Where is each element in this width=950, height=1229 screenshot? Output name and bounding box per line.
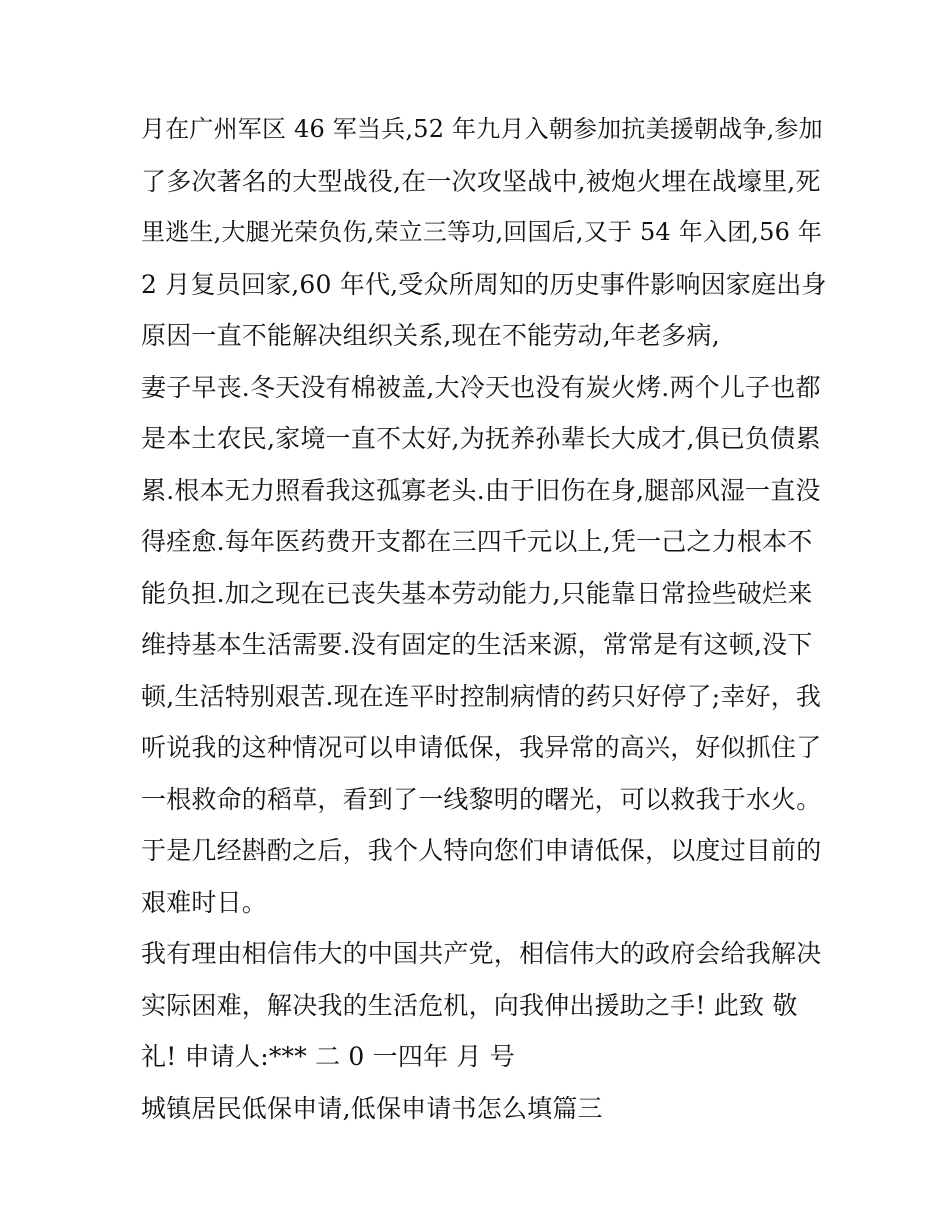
text-line-12: 顿,生活特别艰苦.现在连平时控制病情的药只好停了;幸好，我: [141, 681, 822, 711]
text-line-1: 月在广州军区 46 军当兵,52 年九月入朝参加抗美援朝战争,参加: [141, 115, 823, 143]
text-line-7: 是本土农民,家境一直不太好,为抚养孙辈长大成才,俱已负债累: [141, 424, 821, 453]
text-line-19: 礼! 申请人:*** 二 0 一四年 月 号: [141, 1042, 515, 1071]
section-heading: 城镇居民低保申请,低保申请书怎么填篇三: [141, 1093, 603, 1123]
text-line-13: 听说我的这种情况可以申请低保，我异常的高兴，好似抓住了: [141, 733, 822, 762]
document-body: [141, 104, 831, 1134]
text-line-17: 我有理由相信伟大的中国共产党，相信伟大的政府会给我解决: [141, 939, 822, 968]
text-line-15: 于是几经斟酌之后，我个人特向您们申请低保，以度过目前的: [141, 836, 822, 865]
text-line-4: 2 月复员回家,60 年代,受众所周知的历史事件影响因家庭出身: [141, 269, 827, 299]
text-line-2: 了多次著名的大型战役,在一次攻坚战中,被炮火埋在战壕里,死: [141, 166, 821, 196]
text-line-6: 妻子早丧.冬天没有棉被盖,大冷天也没有炭火烤.两个儿子也都: [141, 372, 821, 402]
text-line-5: 原因一直不能解决组织关系,现在不能劳动,年老多病,: [141, 321, 720, 350]
text-line-3: 里逃生,大腿光荣负伤,荣立三等功,回国后,又于 54 年入团,56 年: [141, 218, 823, 246]
text-line-10: 能负担.加之现在已丧失基本劳动能力,只能靠日常捡些破烂来: [141, 578, 813, 608]
text-line-18: 实际困难，解决我的生活危机，向我伸出援助之手! 此致 敬: [141, 990, 798, 1020]
text-line-8: 累.根本无力照看我这孤寡老头.由于旧伤在身,腿部风湿一直没: [141, 475, 821, 505]
text-line-11: 维持基本生活需要.没有固定的生活来源，常常是有这顿,没下: [141, 630, 813, 659]
text-line-16: 艰难时日。: [141, 887, 268, 917]
text-line-9: 得痊愈.每年医药费开支都在三四千元以上,凭一己之力根本不: [141, 527, 813, 556]
text-line-14: 一根救命的稻草，看到了一线黎明的曙光，可以救我于水火。: [141, 784, 822, 814]
